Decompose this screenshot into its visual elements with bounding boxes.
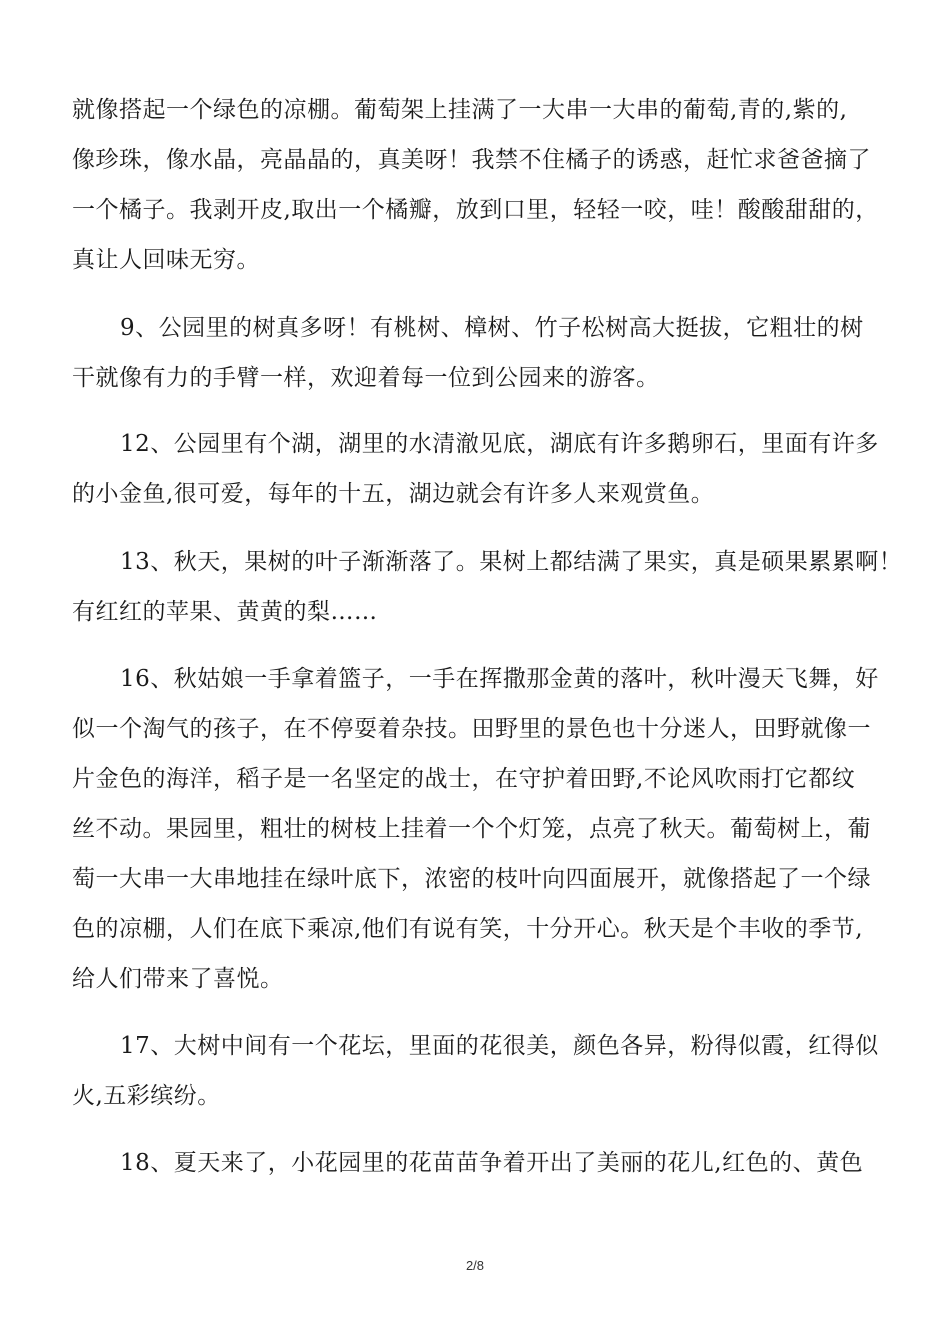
- text-line: 16、秋姑娘一手拿着篮子，一手在挥撒那金黄的落叶，秋叶漫天飞舞，好: [120, 666, 879, 692]
- text-line: 就像搭起一个绿色的凉棚。葡萄架上挂满了一大串一大串的葡萄,青的,紫的,: [72, 97, 848, 123]
- text-line: 萄一大串一大串地挂在绿叶底下，浓密的枝叶向四面展开，就像搭起了一个绿: [72, 866, 871, 892]
- text-line: 给人们带来了喜悦。: [72, 966, 284, 992]
- text-line: 丝不动。果园里，粗壮的树枝上挂着一个个灯笼，点亮了秋天。葡萄树上，葡: [72, 816, 871, 842]
- text-line: 色的凉棚，人们在底下乘凉,他们有说有笑，十分开心。秋天是个丰收的季节,: [72, 916, 864, 942]
- text-line: 干就像有力的手臂一样，欢迎着每一位到公园来的游客。: [72, 365, 660, 391]
- text-line: 片金色的海洋，稻子是一名坚定的战士，在守护着田野,不论风吹雨打它都纹: [72, 766, 856, 792]
- text-line: 18、夏天来了，小花园里的花苗苗争着开出了美丽的花儿,红色的、黄色: [120, 1150, 864, 1176]
- text-line: 火,五彩缤纷。: [72, 1083, 221, 1109]
- paragraph-continuation: [72, 85, 879, 285]
- paragraph-17: [72, 1021, 879, 1121]
- text-line: 似一个淘气的孩子，在不停耍着杂技。田野里的景色也十分迷人，田野就像一: [72, 716, 871, 742]
- text-line: 有红红的苹果、黄黄的梨……: [72, 599, 378, 625]
- text-line: 一个橘子。我剥开皮,取出一个橘瓣，放到口里，轻轻一咬，哇！酸酸甜甜的，: [72, 197, 879, 223]
- text-line: 12、公园里有个湖，湖里的水清澈见底，湖底有许多鹅卵石，里面有许多: [120, 431, 879, 457]
- paragraph-18: [72, 1138, 872, 1188]
- text-line: 13、秋天，果树的叶子渐渐落了。果树上都结满了果实，真是硕果累累啊！: [120, 549, 903, 575]
- text-line: 的小金鱼,很可爱，每年的十五，湖边就会有许多人来观赏鱼。: [72, 481, 715, 507]
- paragraph-13: [72, 537, 903, 637]
- paragraph-16: [72, 654, 879, 1004]
- text-line: 9、公园里的树真多呀！有桃树、樟树、竹子松树高大挺拔，它粗壮的树: [120, 315, 864, 341]
- text-line: 真让人回味无穷。: [72, 247, 260, 273]
- page-number: 2/8: [465, 1258, 485, 1273]
- text-line: 像珍珠，像水晶，亮晶晶的，真美呀！我禁不住橘子的诱惑，赶忙求爸爸摘了: [72, 147, 871, 173]
- paragraph-12: [72, 419, 879, 519]
- text-line: 17、大树中间有一个花坛，里面的花很美，颜色各异，粉得似霞，红得似: [120, 1033, 879, 1059]
- paragraph-9: [72, 303, 872, 403]
